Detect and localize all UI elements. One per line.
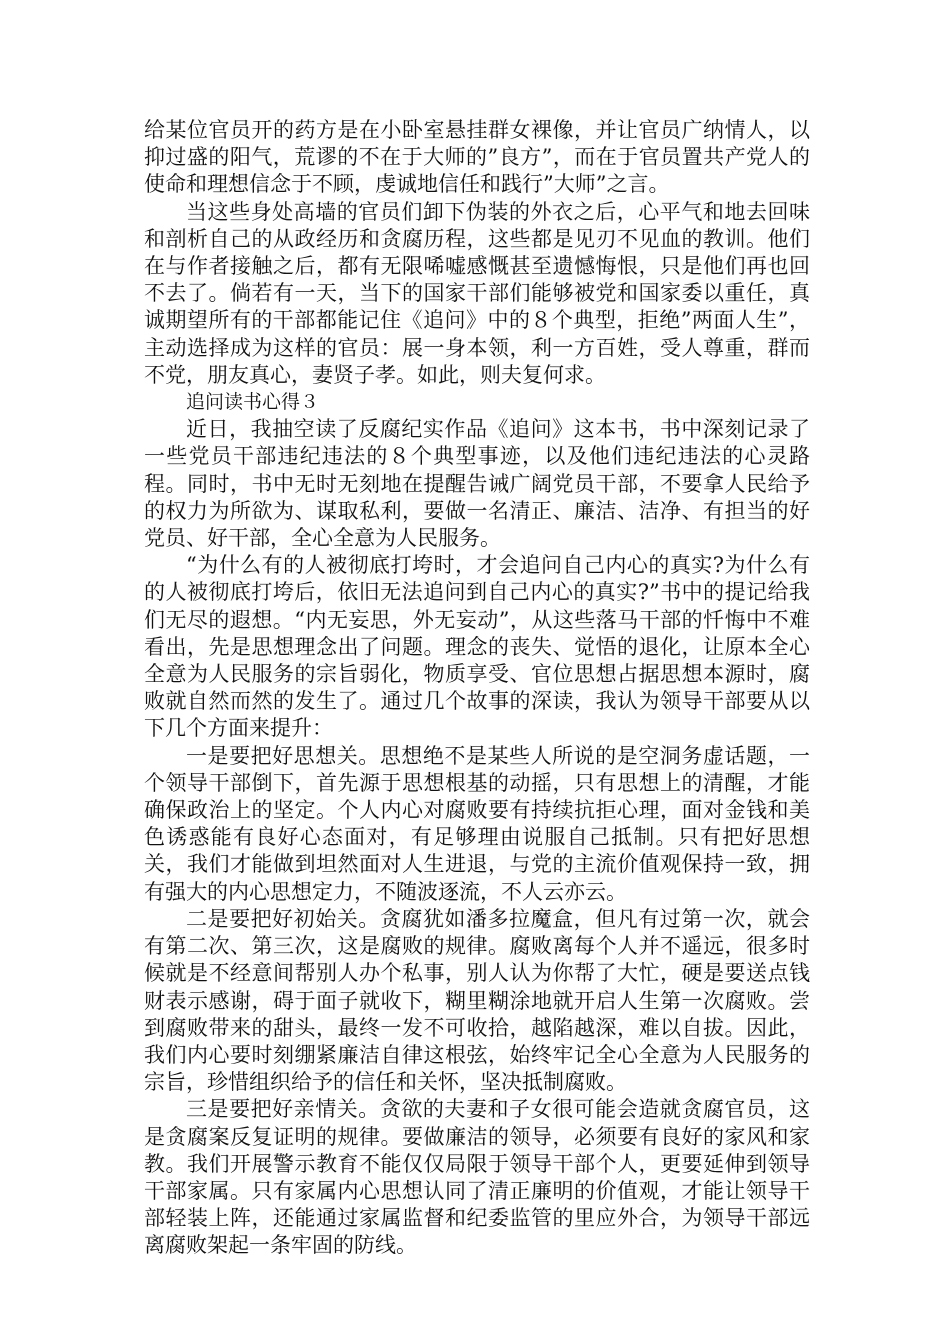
- paragraph-point-one: 一是要把好思想关。思想绝不是某些人所说的是空洞务虚话题，一个领导干部倒下，首先源于思想根基的动摇，只有思想上的清醒，才能确保政治上的坚定。个人内心对腐败要有持续抗拒心理，面对金钱和美色诱惑能有良好心态面对，有足够理由说服自己抵制。只有把好思想关，我们才能做到坦然面对人生进退，与党的主流价值观保持一致，拥有强大的内心思想定力，不随波逐流，不人云亦云。: [144, 743, 810, 904]
- paragraph-intro: 近日，我抽空读了反腐纪实作品《追问》这本书，书中深刻记录了一些党员干部违纪违法的８个典型事迹，以及他们违纪违法的心灵路程。同时，书中无时无刻地在提醒告诫广阔党员干部，不要拿人民给予的权力为所欲为、谋取私利，要做一名清正、廉洁、洁净、有担当的好党员、好干部，全心全意为人民服务。: [144, 417, 810, 551]
- document-body: [144, 117, 810, 1260]
- paragraph-question: “为什么有的人被彻底打垮时，才会追问自己内心的真实?为什么有的人被彻底打垮后，依旧无法追问到自己内心的真实?”书中的提记给我们无尽的遐想。“内无妄思，外无妄动”，从这些落马干部的忏悔中不难看出，先是思想理念出了问题。理念的丧失、觉悟的退化，让原本全心全意为人民服务的宗旨弱化，物质享受、官位思想占据思想本源时，腐败就自然而然的发生了。通过几个故事的深读，我认为领导干部要从以下几个方面来提升：: [144, 553, 810, 741]
- section-heading: 追问读书心得３: [186, 391, 320, 414]
- paragraph-continuation: 给某位官员开的药方是在小卧室悬挂群女裸像，并让官员广纳情人，以抑过盛的阳气，荒谬的不在于大师的”良方”，而在于官员置共产党人的使命和理想信念于不顾，虔诚地信任和践行”大师”之言。: [144, 118, 810, 197]
- paragraph-reflection: 当这些身处高墙的官员们卸下伪装的外衣之后，心平气和地去回味和剖析自己的从政经历和贪腐历程，这些都是见刃不见血的教训。他们在与作者接触之后，都有无限唏嘘感慨甚至遗憾悔恨，只是他们再也回不去了。倘若有一天，当下的国家干部们能够被党和国家委以重任，真诚期望所有的干部都能记住《追问》中的８个典型，拒绝”两面人生”，主动选择成为这样的官员：展一身本领，利一方百姓，受人尊重，群而不党，朋友真心，妻贤子孝。如此，则夫复何求。: [144, 199, 810, 387]
- paragraph-point-three: 三是要把好亲情关。贪欲的夫妻和子女很可能会造就贪腐官员，这是贪腐案反复证明的规律。要做廉洁的领导，必须要有良好的家风和家教。我们开展警示教育不能仅仅局限于领导干部个人，更要延伸到领导干部家属。只有家属内心思想认同了清正廉明的价值观，才能让领导干部轻装上阵，还能通过家属监督和纪委监管的里应外合，为领导干部远离腐败架起一条牢固的防线。: [144, 1097, 810, 1258]
- paragraph-point-two: 二是要把好初始关。贪腐犹如潘多拉魔盒，但凡有过第一次，就会有第二次、第三次，这是腐败的规律。腐败离每个人并不遥远，很多时候就是不经意间帮别人办个私事，别人认为你帮了大忙，硬是要送点钱财表示感谢，碍于面子就收下，糊里糊涂地就开启人生第一次腐败。尝到腐败带来的甜头，最终一发不可收拾，越陷越深，难以自拔。因此，我们内心要时刻绷紧廉洁自律这根弦，始终牢记全心全意为人民服务的宗旨，珍惜组织给予的信任和关怀，坚决抵制腐败。: [144, 906, 810, 1095]
